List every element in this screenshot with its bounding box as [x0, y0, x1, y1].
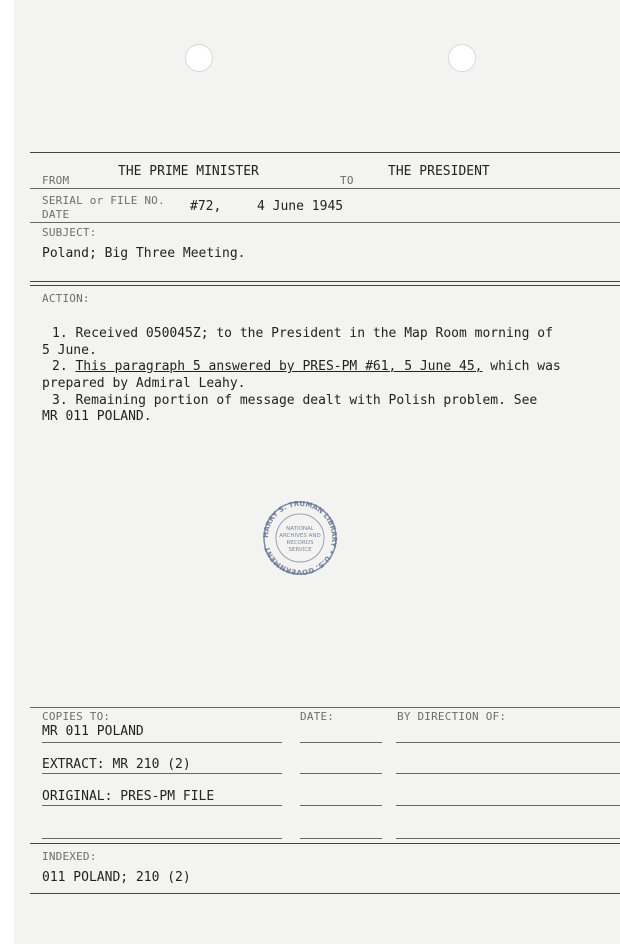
subject-rule-1	[30, 281, 620, 282]
serial-label: SERIAL or FILE NO.	[42, 194, 165, 207]
from-rule	[30, 188, 620, 189]
svg-text:RECORDS: RECORDS	[286, 540, 314, 546]
footer-date-label: DATE:	[300, 710, 335, 723]
original-line: ORIGINAL: PRES-PM FILE	[42, 789, 215, 804]
action-item-3-line-2: MR 011 POLAND.	[42, 409, 152, 424]
extract-date-rule	[300, 773, 382, 774]
date-label: DATE	[42, 208, 70, 221]
from-label: FROM	[42, 174, 70, 187]
blank-rule	[42, 838, 282, 839]
indexed-label: INDEXED:	[42, 850, 97, 863]
svg-text:SERVICE: SERVICE	[288, 547, 312, 553]
action-item-2-suffix: which was	[482, 359, 561, 374]
punch-hole-right	[448, 44, 476, 72]
action-item-2-underlined: This paragraph 5 answered by PRES-PM #61, 5 June 45,	[75, 359, 483, 374]
index-top-rule	[30, 843, 620, 844]
blank-date-rule	[300, 838, 382, 839]
action-item-1-line-1: 1. Received 050045Z; to the President in the Map Room morning of	[52, 326, 553, 341]
header-top-rule	[30, 152, 620, 153]
footer-top-rule	[30, 707, 620, 708]
action-item-2-prefix: 2.	[52, 359, 76, 374]
direction-label: BY DIRECTION OF:	[397, 710, 507, 723]
date-value: 4 June 1945	[257, 199, 344, 214]
original-rule	[42, 805, 282, 806]
original-direction-rule	[396, 805, 620, 806]
subject-value: Poland; Big Three Meeting.	[42, 246, 246, 261]
extract-rule	[42, 773, 282, 774]
indexed-value: 011 POLAND; 210 (2)	[42, 870, 191, 885]
subject-rule-2	[30, 285, 620, 286]
original-date-rule	[300, 805, 382, 806]
punch-hole-left	[185, 44, 213, 72]
to-value: THE PRESIDENT	[388, 164, 490, 179]
action-item-3-line-1: 3. Remaining portion of message dealt with Polish problem. See	[52, 393, 538, 408]
serial-value: #72,	[190, 199, 222, 214]
to-label: TO	[340, 174, 354, 187]
action-item-2-line-1	[52, 359, 561, 374]
copies-rule	[42, 742, 282, 743]
extract-line: EXTRACT: MR 210 (2)	[42, 757, 191, 772]
archives-seal-stamp	[253, 500, 347, 576]
action-item-1-line-2: 5 June.	[42, 343, 97, 358]
extract-direction-rule	[396, 773, 620, 774]
copies-value: MR 011 POLAND	[42, 724, 144, 739]
svg-text:NATIONAL: NATIONAL	[286, 526, 314, 532]
bottom-rule	[30, 893, 620, 894]
copies-date-rule	[300, 742, 382, 743]
svg-text:HARRY S. TRUMAN LIBRARY • U.S.: HARRY S. TRUMAN LIBRARY • U.S. GOVERNMENT	[261, 500, 339, 576]
copies-label: COPIES TO:	[42, 710, 111, 723]
action-label: ACTION:	[42, 292, 90, 305]
action-item-2-line-2: prepared by Admiral Leahy.	[42, 376, 246, 391]
svg-text:ARCHIVES AND: ARCHIVES AND	[279, 533, 321, 539]
subject-label: SUBJECT:	[42, 226, 97, 239]
copies-direction-rule	[396, 742, 620, 743]
from-value: THE PRIME MINISTER	[118, 164, 259, 179]
serial-rule	[30, 222, 620, 223]
blank-direction-rule	[396, 838, 620, 839]
